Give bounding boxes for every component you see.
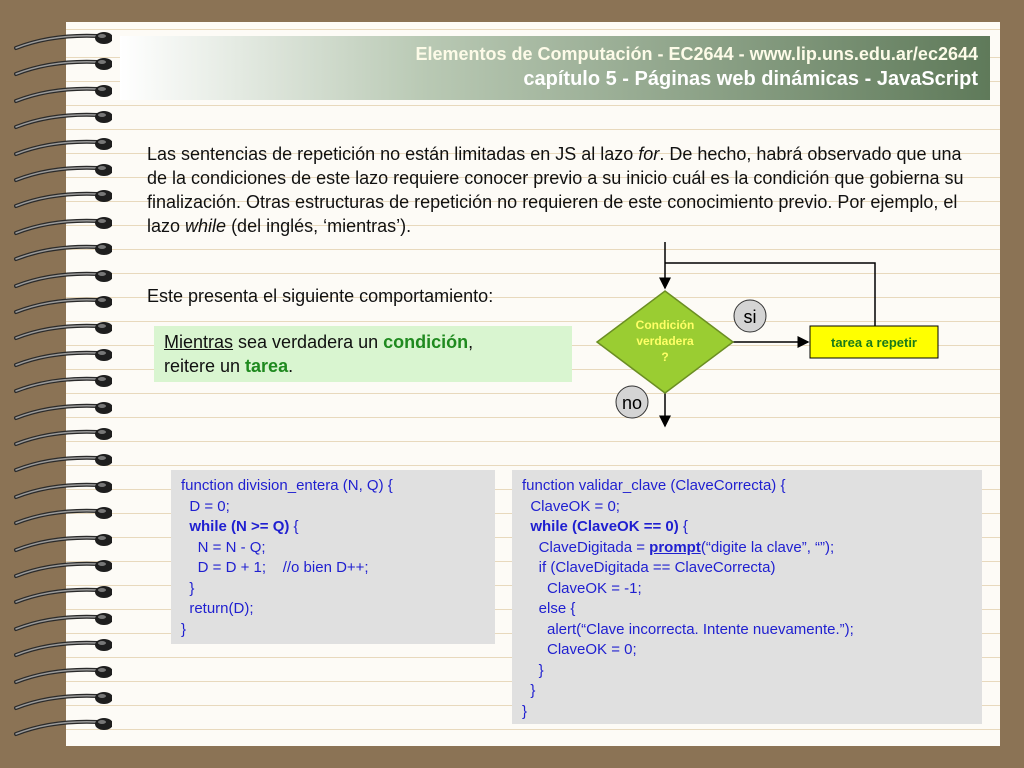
- intro-for-keyword: for: [638, 144, 660, 164]
- intro-while-keyword: while: [185, 216, 227, 236]
- condition-line-1: Condición: [635, 318, 695, 332]
- intro-text-1: Las sentencias de repetición no están limitadas en JS al lazo: [147, 144, 639, 164]
- code-block-division: [171, 470, 495, 644]
- chapter-title: capítulo 5 - Páginas web dinámicas - JavaScript: [523, 68, 978, 90]
- callout-text-2: ,: [468, 332, 474, 352]
- code-line: ClaveOK = 0;: [522, 641, 637, 658]
- spiral-ring: [12, 635, 112, 661]
- spiral-ring: [12, 292, 112, 318]
- spiral-ring: [12, 371, 112, 397]
- callout-text-1: sea verdadera un: [233, 332, 384, 352]
- code-line: function validar_clave (ClaveCorrecta) {: [522, 477, 786, 494]
- spiral-ring: [12, 266, 112, 292]
- code-line: N = N - Q;: [181, 538, 266, 556]
- spiral-ring: [12, 318, 112, 344]
- spiral-ring: [12, 54, 112, 80]
- yes-label: si: [743, 307, 757, 327]
- spiral-ring: [12, 556, 112, 582]
- code-line: }: [522, 682, 536, 699]
- spiral-ring: [12, 450, 112, 476]
- code-while-keyword: while (N >= Q): [189, 518, 290, 535]
- spiral-ring: [12, 107, 112, 133]
- code-line: ClaveDigitada =: [522, 538, 650, 556]
- code-line: (“digite la clave”, “”);: [700, 538, 835, 556]
- spiral-ring: [12, 688, 112, 714]
- behaviour-sentence: Este presenta el siguiente comportamiento:: [147, 286, 494, 306]
- tarea-word: tarea: [245, 356, 289, 376]
- intro-text-2: . De hecho, habrá observado que una de la condiciones de este lazo requiere conocer previo a su inicio cuál es la condición que gobierna su finalización. Otras estructuras de repetición no requieren de este conocimiento previo. Por ejemplo, el lazo: [147, 144, 964, 236]
- spiral-ring: [12, 28, 112, 54]
- code-line: ClaveOK = -1;: [522, 579, 642, 597]
- code-line: }: [181, 620, 187, 638]
- spiral-ring: [12, 398, 112, 424]
- code-line: else {: [522, 600, 576, 617]
- mientras-word: Mientras: [164, 332, 234, 352]
- code-line: D = D + 1; //o bien D++;: [181, 559, 369, 576]
- code-prompt-keyword: prompt: [649, 538, 701, 556]
- code-line: D = 0;: [181, 497, 230, 515]
- code-line: {: [289, 518, 299, 535]
- spiral-ring: [12, 530, 112, 556]
- spiral-ring: [12, 345, 112, 371]
- spiral-ring: [12, 477, 112, 503]
- code-block-validar: [512, 470, 982, 724]
- spiral-ring: [12, 186, 112, 212]
- spiral-binding: [0, 22, 120, 746]
- code-line: return(D);: [181, 600, 254, 617]
- condicion-word: condición: [383, 332, 469, 352]
- task-label: tarea a repetir: [831, 335, 917, 350]
- code-line: }: [181, 579, 195, 597]
- code-line: {: [678, 518, 688, 535]
- spiral-ring: [12, 582, 112, 608]
- code-line: ClaveOK = 0;: [522, 497, 620, 515]
- spiral-ring: [12, 503, 112, 529]
- spiral-ring: [12, 609, 112, 635]
- code-line: if (ClaveDigitada == ClaveCorrecta): [522, 559, 776, 576]
- code-while-keyword: while (ClaveOK == 0): [530, 518, 679, 535]
- spiral-ring: [12, 424, 112, 450]
- callout-text-3: reitere un: [164, 356, 246, 376]
- spiral-ring: [12, 81, 112, 107]
- intro-paragraph: [147, 142, 977, 238]
- condition-line-2: verdadera: [636, 334, 694, 348]
- spiral-ring: [12, 134, 112, 160]
- definition-box: [154, 326, 572, 382]
- spiral-ring: [12, 662, 112, 688]
- slide-header: [120, 36, 990, 100]
- spiral-ring: [12, 714, 112, 740]
- course-title: Elementos de Computación - EC2644 - www.lip.uns.edu.ar/ec2644: [415, 44, 978, 64]
- intro-text-3: (del inglés, ‘mientras’).: [226, 216, 412, 236]
- spiral-ring: [12, 160, 112, 186]
- callout-text-4: .: [288, 356, 294, 376]
- no-label: no: [621, 393, 643, 413]
- spiral-ring: [12, 213, 112, 239]
- while-flowchart: [560, 230, 980, 440]
- code-line: alert(“Clave incorrecta. Intente nuevamente.”);: [522, 620, 854, 638]
- condition-line-3: ?: [661, 350, 669, 364]
- code-line: }: [522, 661, 544, 679]
- code-line: }: [522, 702, 528, 720]
- code-line: function division_entera (N, Q) {: [181, 477, 393, 494]
- spiral-ring: [12, 239, 112, 265]
